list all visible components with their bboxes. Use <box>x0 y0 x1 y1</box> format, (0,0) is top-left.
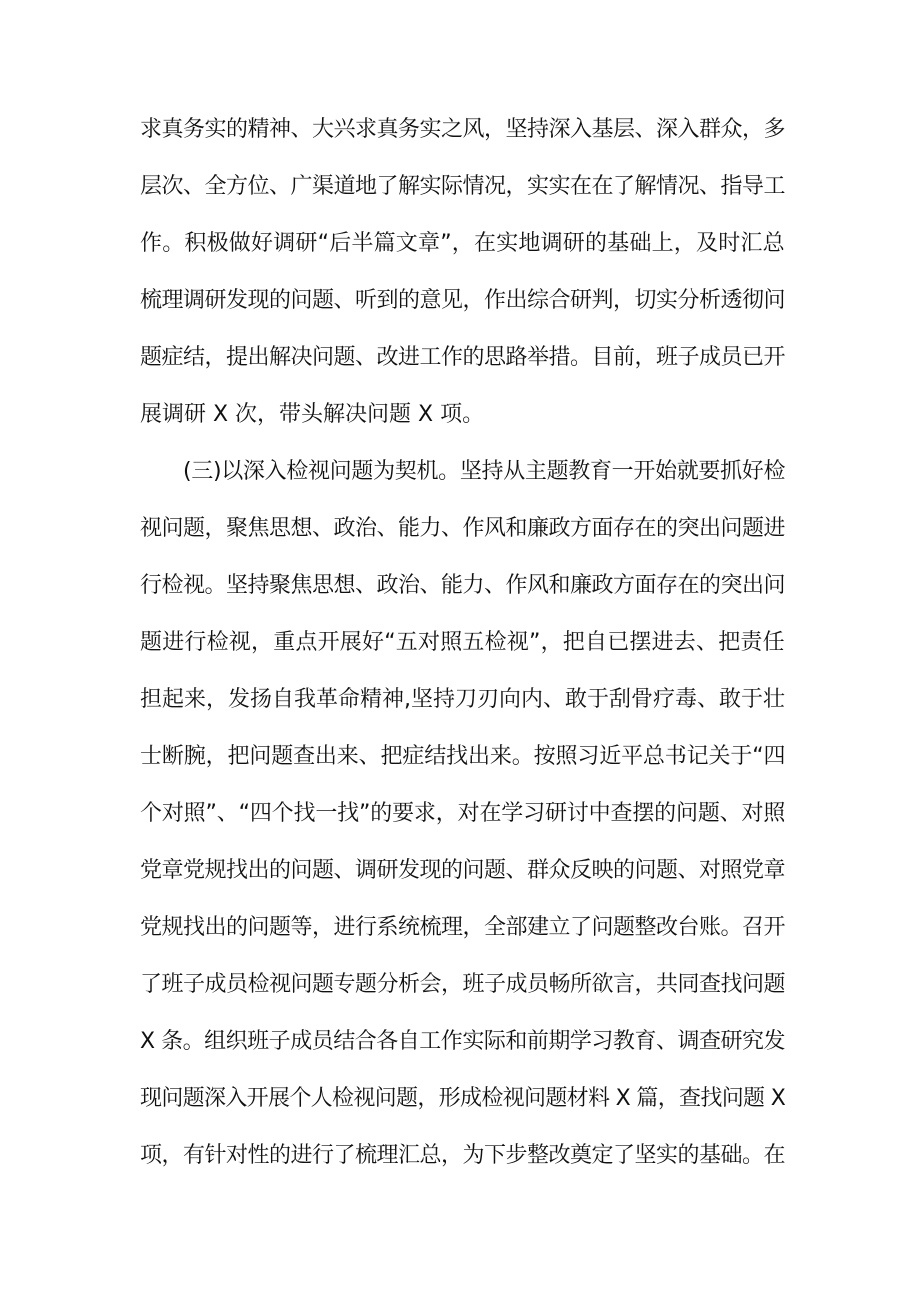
body-line: 党章党规找出的问题、调研发现的问题、群众反映的问题、对照党章 <box>140 858 786 883</box>
body-line: 求真务实的精神、大兴求真务实之风，坚持深入基层、深入群众，多 <box>140 117 786 142</box>
body-line: 士断腕，把问题查出来、把症结找出来。按照习近平总书记关于“四 <box>140 744 786 769</box>
body-line: 梳理调研发现的问题、听到的意见，作出综合研判，切实分析透彻问 <box>140 288 786 313</box>
body-line: 作。积极做好调研“后半篇文章”，在实地调研的基础上，及时汇总 <box>140 231 785 256</box>
body-line: X 条。组织班子成员结合各自工作实际和前期学习教育、调查研究发 <box>140 1029 786 1054</box>
body-line: 了班子成员检视问题专题分析会，班子成员畅所欲言，共同查找问题 <box>140 972 786 997</box>
body-line: 视问题，聚焦思想、政治、能力、作风和廉政方面存在的突出问题进 <box>140 516 786 541</box>
section-heading-line: (三)以深入检视问题为契机。坚持从主题教育一开始就要抓好检 <box>183 459 786 484</box>
body-line: 题症结，提出解决问题、改进工作的思路举措。目前，班子成员已开 <box>140 345 786 370</box>
body-line: 题进行检视，重点开展好“五对照五检视”，把自已摆进去、把责任 <box>140 630 785 655</box>
body-line: 层次、全方位、广渠道地了解实际情况，实实在在了解情况、指导工 <box>140 174 786 199</box>
body-line: 行检视。坚持聚焦思想、政治、能力、作风和廉政方面存在的突出问 <box>140 573 786 598</box>
body-line: 展调研 X 次，带头解决问题 X 项。 <box>140 402 485 427</box>
body-line: 担起来，发扬自我革命精神,坚持刀刃向内、敢于刮骨疗毒、敢于壮 <box>140 687 785 712</box>
body-line: 党规找出的问题等，进行系统梳理，全部建立了问题整改台账。召开 <box>140 915 786 940</box>
body-line: 现问题深入开展个人检视问题，形成检视问题材料 X 篇，查找问题 X <box>140 1086 786 1111</box>
body-line: 个对照”、“四个找一找”的要求，对在学习研讨中查摆的问题、对照 <box>140 801 786 826</box>
body-line: 项，有针对性的进行了梳理汇总，为下步整改奠定了坚实的基础。在 <box>140 1143 786 1168</box>
